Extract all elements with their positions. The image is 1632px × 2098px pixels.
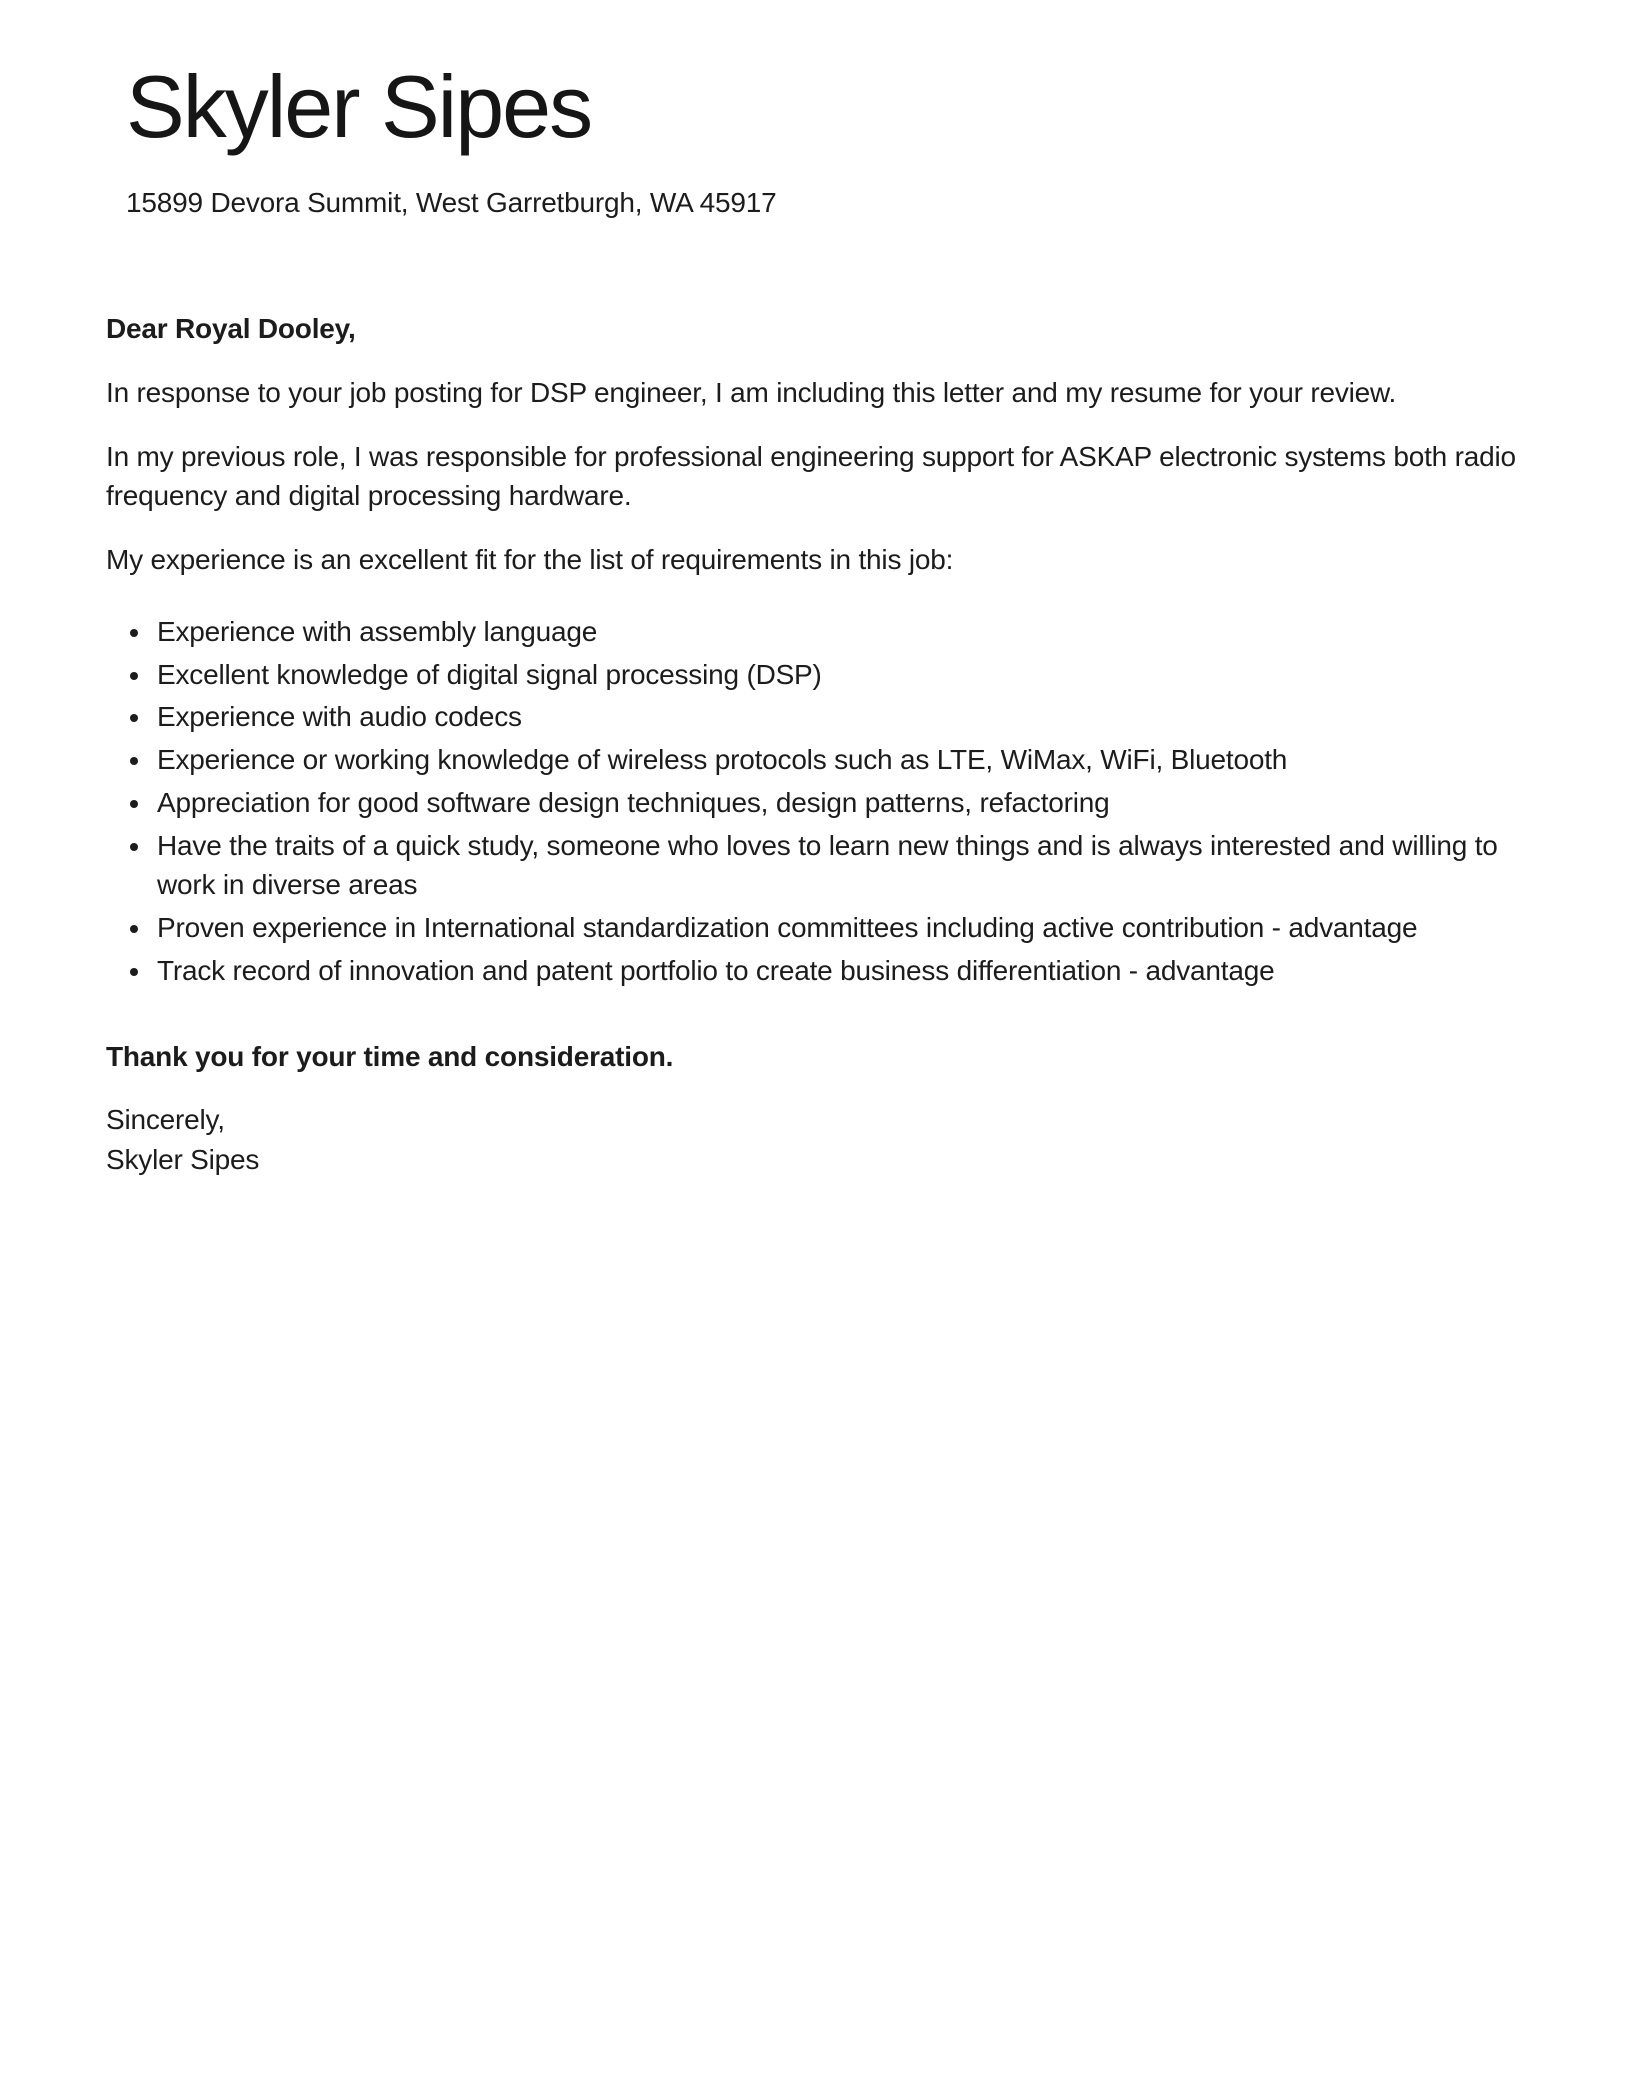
requirement-item: • Track record of innovation and patent portfolio to create business differentiation - advantage bbox=[153, 951, 1522, 991]
signoff-block bbox=[106, 1100, 1522, 1180]
requirements-list bbox=[106, 612, 1522, 991]
requirement-item: • Appreciation for good software design techniques, design patterns, refactoring bbox=[153, 783, 1522, 823]
paragraph-previous-role: In my previous role, I was responsible for professional engineering support for ASKAP electronic systems both radio frequency and digital processing hardware. bbox=[106, 440, 1516, 512]
letter-body bbox=[106, 309, 1522, 1180]
greeting: Dear Royal Dooley, bbox=[106, 313, 356, 345]
paragraph-experience-fit: My experience is an excellent fit for the list of requirements in this job: bbox=[106, 544, 954, 576]
requirement-item: • Proven experience in International standardization committees including active contribution - advantage bbox=[153, 908, 1522, 948]
requirement-item: • Excellent knowledge of digital signal processing (DSP) bbox=[153, 655, 1522, 695]
sender-name: Skyler Sipes bbox=[126, 57, 592, 156]
requirement-item: • Experience with audio codecs bbox=[153, 697, 1522, 737]
sender-address: 15899 Devora Summit, West Garretburgh, WA 45917 bbox=[126, 187, 777, 219]
paragraph-job-posting: In response to your job posting for DSP engineer, I am including this letter and my resume for your review. bbox=[106, 376, 1397, 408]
signoff-word: Sincerely, bbox=[106, 1104, 225, 1136]
requirement-item: • Have the traits of a quick study, someone who loves to learn new things and is always interested and willing to work in diverse areas bbox=[153, 826, 1522, 906]
requirement-item: • Experience with assembly language bbox=[153, 612, 1522, 652]
closing-line: Thank you for your time and consideration. bbox=[106, 1040, 674, 1072]
requirement-item: • Experience or working knowledge of wireless protocols such as LTE, WiMax, WiFi, Bluetooth bbox=[153, 740, 1522, 780]
letter-header bbox=[126, 56, 1522, 219]
signature-name: Skyler Sipes bbox=[106, 1144, 260, 1176]
